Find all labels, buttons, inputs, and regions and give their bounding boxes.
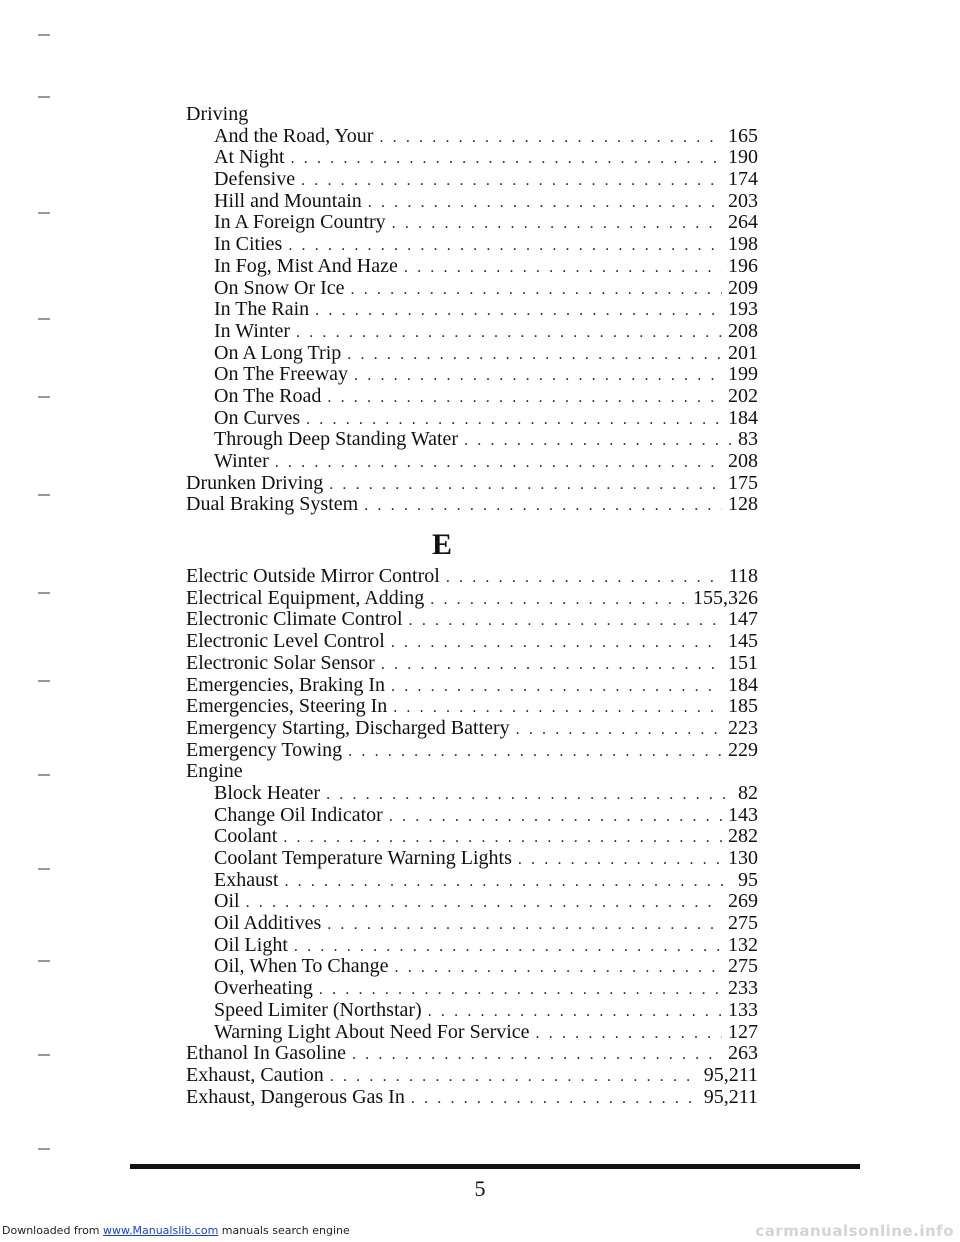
dot-leader xyxy=(379,127,722,148)
entry-label: Emergency Towing xyxy=(186,739,343,761)
dot-leader xyxy=(347,344,722,365)
entry-label: Coolant xyxy=(214,826,278,848)
dot-leader xyxy=(381,654,722,675)
entry-page-number: 264 xyxy=(728,212,758,234)
index-entry xyxy=(186,494,758,516)
dot-leader xyxy=(395,957,722,978)
entry-label: Oil Additives xyxy=(214,913,322,935)
dot-leader xyxy=(391,632,722,653)
index-entry xyxy=(186,1087,758,1109)
entry-page-number: 208 xyxy=(728,320,758,342)
entry-page-number: 174 xyxy=(728,169,758,191)
entry-label: Electronic Solar Sensor xyxy=(186,652,375,674)
index-entry xyxy=(186,256,758,278)
margin-tick xyxy=(38,96,50,98)
dot-leader xyxy=(391,676,722,697)
index-entry xyxy=(186,299,758,321)
dot-leader xyxy=(319,979,722,1000)
dot-leader xyxy=(393,697,722,718)
dot-leader xyxy=(301,170,722,191)
index-entry xyxy=(186,408,758,430)
entry-label: Oil Light xyxy=(214,934,288,956)
index-entry xyxy=(186,1022,758,1044)
entry-page-number: 199 xyxy=(728,364,758,386)
dot-leader xyxy=(351,279,722,300)
entry-page-number: 196 xyxy=(728,255,758,277)
dot-leader xyxy=(306,409,722,430)
entry-label: Change Oil Indicator xyxy=(214,804,383,826)
index-entry xyxy=(186,631,758,653)
margin-tick xyxy=(38,396,50,398)
dot-leader xyxy=(330,1066,698,1087)
index-entry xyxy=(186,978,758,1000)
dot-leader xyxy=(392,213,722,234)
margin-tick xyxy=(38,494,50,496)
index-entry xyxy=(186,566,758,588)
index-entry xyxy=(186,891,758,913)
section-letter-e: E xyxy=(431,528,452,562)
dot-leader xyxy=(275,452,722,473)
index-entry xyxy=(186,588,758,610)
banner-prefix: Downloaded from xyxy=(2,1224,104,1237)
entry-label: Drunken Driving xyxy=(186,472,324,494)
index-entry xyxy=(186,1000,758,1022)
index-entry xyxy=(186,212,758,234)
entry-page-number: 202 xyxy=(728,385,758,407)
entry-label: Emergencies, Steering In xyxy=(186,696,388,718)
index-entry xyxy=(186,848,758,870)
index-entry xyxy=(186,913,758,935)
index-list xyxy=(186,104,758,1108)
entry-page-number: 275 xyxy=(728,956,758,978)
dot-leader xyxy=(296,322,722,343)
entry-label: Exhaust xyxy=(214,869,279,891)
entry-label: In Winter xyxy=(214,320,291,342)
entry-page-number: 208 xyxy=(728,451,758,472)
entry-label: At Night xyxy=(214,147,285,169)
index-entry xyxy=(186,386,758,408)
driving-subentries xyxy=(186,126,758,473)
index-entry xyxy=(186,473,758,495)
entry-page-number: 229 xyxy=(728,739,758,761)
index-entry xyxy=(186,675,758,697)
entry-page-number: 223 xyxy=(728,717,758,739)
index-entry xyxy=(186,321,758,343)
entry-page-number: 190 xyxy=(728,147,758,169)
entry-label: Winter xyxy=(214,451,269,472)
entry-label: On Curves xyxy=(214,407,301,429)
dot-leader xyxy=(464,430,732,451)
entry-page-number: 133 xyxy=(728,999,758,1021)
entry-label: Defensive xyxy=(214,169,296,191)
index-entry xyxy=(186,147,758,169)
entry-label: And the Road, Your xyxy=(214,125,374,147)
entry-label: Electrical Equipment, Adding xyxy=(186,587,425,609)
index-entry xyxy=(186,653,758,675)
entry-label: Exhaust, Dangerous Gas In xyxy=(186,1086,405,1108)
entry-label: Exhaust, Caution xyxy=(186,1064,324,1086)
dot-leader xyxy=(428,1001,722,1022)
e-entries-continued xyxy=(186,1043,758,1108)
dot-leader xyxy=(288,235,722,256)
index-entry xyxy=(186,609,758,631)
entry-label: In Fog, Mist And Haze xyxy=(214,255,398,277)
index-entry xyxy=(186,1043,758,1065)
entry-page-number: 185 xyxy=(728,696,758,718)
index-entry xyxy=(186,1065,758,1087)
dot-leader xyxy=(368,192,722,213)
index-entry xyxy=(186,826,758,848)
index-heading-driving: Driving xyxy=(186,103,249,125)
dot-leader xyxy=(327,914,722,935)
banner-suffix: manuals search engine xyxy=(218,1224,350,1237)
entry-label: In The Rain xyxy=(214,299,310,321)
entry-page-number: 143 xyxy=(728,804,758,826)
dot-leader xyxy=(291,148,722,169)
entry-page-number: 203 xyxy=(728,190,758,212)
entry-label: On The Road xyxy=(214,385,322,407)
margin-tick xyxy=(38,592,50,594)
entry-label: Warning Light About Need For Service xyxy=(214,1021,530,1043)
entry-page-number: 269 xyxy=(728,891,758,913)
dot-leader xyxy=(411,1088,698,1109)
entry-page-number: 95,211 xyxy=(703,1086,758,1108)
entry-page-number: 83 xyxy=(738,429,758,451)
index-entry xyxy=(186,783,758,805)
entry-label: On Snow Or Ice xyxy=(214,277,345,299)
entry-page-number: 95 xyxy=(738,869,758,891)
entry-page-number: 282 xyxy=(728,826,758,848)
entry-page-number: 184 xyxy=(728,674,758,696)
index-entry xyxy=(186,956,758,978)
entry-label: Coolant Temperature Warning Lights xyxy=(214,848,512,869)
margin-tick xyxy=(38,212,50,214)
entry-page-number: 275 xyxy=(728,913,758,935)
index-entry xyxy=(186,126,758,148)
dot-leader xyxy=(354,365,722,386)
watermark: carmanualsonline.info xyxy=(755,1222,954,1240)
entry-label: Dual Braking System xyxy=(186,494,359,516)
entry-page-number: 145 xyxy=(728,631,758,653)
entry-page-number: 127 xyxy=(728,1021,758,1043)
dot-leader xyxy=(364,495,722,516)
dot-leader xyxy=(326,784,732,805)
entry-page-number: 201 xyxy=(728,342,758,364)
index-entry xyxy=(186,278,758,300)
margin-tick xyxy=(38,1148,50,1150)
engine-subentries xyxy=(186,783,758,1043)
dot-leader xyxy=(294,936,722,957)
dot-leader xyxy=(329,474,722,495)
entry-label: Through Deep Standing Water xyxy=(214,429,459,451)
entry-label: Emergencies, Braking In xyxy=(186,674,386,696)
entry-page-number: 128 xyxy=(728,494,758,516)
dot-leader xyxy=(446,567,723,588)
index-entry xyxy=(186,696,758,718)
dot-leader xyxy=(409,610,722,631)
page-number: 5 xyxy=(474,1176,486,1201)
dot-leader xyxy=(284,871,732,892)
entry-page-number: 147 xyxy=(728,609,758,631)
index-heading-engine: Engine xyxy=(186,760,243,783)
index-entry xyxy=(186,364,758,386)
index-entry xyxy=(186,343,758,365)
entry-page-number: 233 xyxy=(728,978,758,1000)
entry-label: Ethanol In Gasoline xyxy=(186,1043,346,1065)
index-entry xyxy=(186,191,758,213)
entry-label: Overheating xyxy=(214,978,313,1000)
entry-page-number: 130 xyxy=(728,848,758,869)
index-entry xyxy=(186,805,758,827)
index-entry xyxy=(186,429,758,451)
margin-tick xyxy=(38,960,50,962)
entry-page-number: 165 xyxy=(728,125,758,147)
entry-page-number: 118 xyxy=(728,566,758,588)
download-banner xyxy=(2,1224,350,1237)
dot-leader xyxy=(518,849,722,870)
margin-tick xyxy=(38,680,50,682)
dot-leader xyxy=(348,741,722,762)
entry-label: Electronic Level Control xyxy=(186,631,385,653)
entry-page-number: 198 xyxy=(728,234,758,256)
margin-tick xyxy=(38,1054,50,1056)
index-entry xyxy=(186,870,758,892)
entry-page-number: 82 xyxy=(738,782,758,804)
dot-leader xyxy=(352,1044,722,1065)
entry-label: In Cities xyxy=(214,234,283,256)
entry-label: On A Long Trip xyxy=(214,342,342,364)
index-entry xyxy=(186,234,758,256)
entry-page-number: 132 xyxy=(728,934,758,956)
entry-label: Emergency Starting, Discharged Battery xyxy=(186,717,510,739)
entry-page-number: 263 xyxy=(728,1043,758,1065)
dot-leader xyxy=(536,1023,722,1044)
margin-tick xyxy=(38,868,50,870)
index-entry xyxy=(186,718,758,740)
index-entry xyxy=(186,169,758,191)
entry-page-number: 184 xyxy=(728,407,758,429)
entry-page-number: 151 xyxy=(728,652,758,674)
d-entries xyxy=(186,473,758,516)
entry-label: On The Freeway xyxy=(214,364,349,386)
entry-label: Electric Outside Mirror Control xyxy=(186,566,440,588)
entry-page-number: 175 xyxy=(728,472,758,494)
dot-leader xyxy=(389,806,722,827)
e-entries xyxy=(186,566,758,761)
manualslib-link[interactable]: www.Manualslib.com xyxy=(103,1224,219,1237)
entry-label: Block Heater xyxy=(214,782,321,804)
dot-leader xyxy=(315,300,722,321)
index-entry xyxy=(186,740,758,762)
entry-page-number: 209 xyxy=(728,277,758,299)
entry-label: In A Foreign Country xyxy=(214,212,386,234)
entry-label: Hill and Mountain xyxy=(214,190,362,212)
entry-page-number: 95,211 xyxy=(703,1064,758,1086)
dot-leader xyxy=(246,892,722,913)
margin-tick xyxy=(38,318,50,320)
entry-page-number: 155,326 xyxy=(693,587,758,609)
dot-leader xyxy=(404,257,722,278)
entry-label: Electronic Climate Control xyxy=(186,609,403,631)
dot-leader xyxy=(516,719,722,740)
dot-leader xyxy=(430,589,687,610)
index-entry xyxy=(186,451,758,473)
index-entry xyxy=(186,935,758,957)
dot-leader xyxy=(283,827,722,848)
entry-label: Oil, When To Change xyxy=(214,956,389,978)
entry-label: Oil xyxy=(214,891,240,913)
footer-rule xyxy=(130,1164,860,1169)
entry-label: Speed Limiter (Northstar) xyxy=(214,999,422,1021)
dot-leader xyxy=(327,387,722,408)
entry-page-number: 193 xyxy=(728,299,758,321)
margin-tick xyxy=(38,774,50,776)
margin-tick xyxy=(38,34,50,36)
